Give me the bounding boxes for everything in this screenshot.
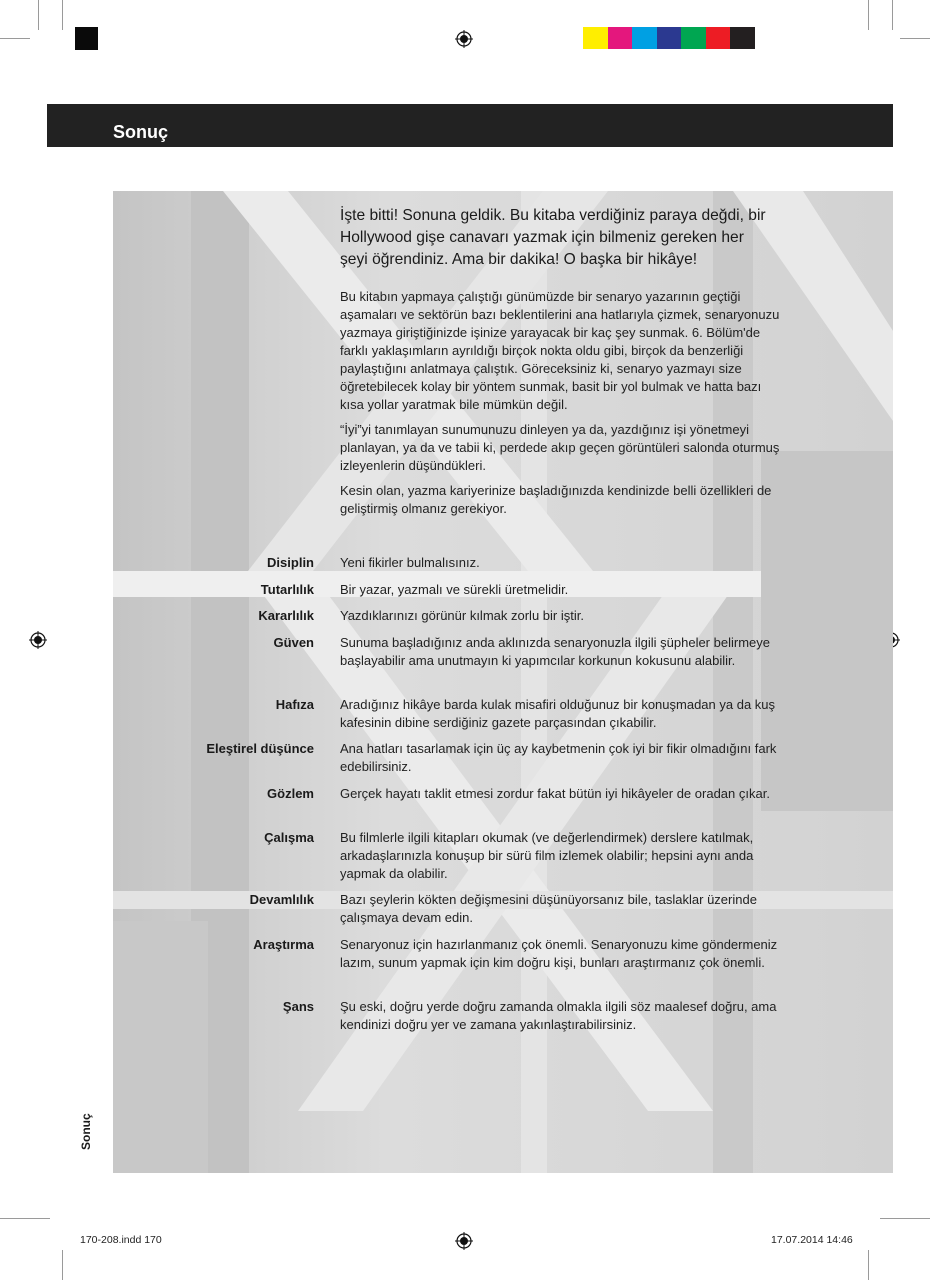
color-swatch — [657, 27, 682, 49]
crop-mark — [880, 1218, 930, 1219]
color-swatch — [706, 27, 731, 49]
crop-mark — [62, 0, 63, 30]
print-color-bar — [583, 27, 755, 49]
trait-term: Araştırma — [253, 937, 314, 952]
trait-text: Yeni fikirler bulmalısınız. — [340, 555, 480, 570]
registration-mark-icon — [455, 30, 473, 48]
color-swatch — [608, 27, 633, 49]
trait-text: Gerçek hayatı taklit etmesi zordur fakat bütün iyi hikâyeler de oradan çıkar. — [340, 786, 770, 801]
trait-term: Eleştirel düşünce — [206, 741, 314, 756]
crop-mark — [900, 38, 930, 39]
trait-term: Güven — [273, 635, 314, 650]
crop-mark — [868, 0, 869, 30]
side-running-head: Sonuç — [79, 1113, 93, 1150]
color-swatch — [632, 27, 657, 49]
color-swatch — [681, 27, 706, 49]
color-swatch — [583, 27, 608, 49]
trait-text: Bir yazar, yazmalı ve sürekli üretmelidir. — [340, 582, 569, 597]
color-swatch — [730, 27, 755, 49]
trait-term: Tutarlılık — [260, 582, 314, 597]
trait-text: Şu eski, doğru yerde doğru zamanda olmakla ilgili söz maalesef doğru, ama kendinizi doğru yer ve zamana yakınlaştırabilirsiniz. — [340, 999, 777, 1032]
trait-term: Şans — [282, 999, 314, 1014]
body-paragraph: Bu kitabın yapmaya çalıştığı günümüzde bir senaryo yazarının geçtiği aşamaları ve sektörün bazı beklentilerini ana hatlarıyla çizmek, senaryonuzu yazmaya giriştiğinizde işinize yarayacak bir kaç şey sunmak. 6. Bölüm'de farklı yaklaşımların ayrıldığı birçok nokta oldu gibi, birçok da benzerliği paylaştığını anlatmaya çalıştık. Göreceksiniz ki, senaryo yazmayı size öğretebilecek kolay bir yöntem sunmak, basit bir yol bulmak ve hatta bazı kısa yollar yaratmak bile mümkün değil. — [340, 289, 780, 412]
footer-timestamp: 17.07.2014 14:46 — [771, 1234, 853, 1246]
registration-mark-icon — [455, 1232, 473, 1250]
header-band — [47, 104, 893, 147]
trait-text: Bu filmlerle ilgili kitapları okumak (ve değerlendirmek) derslere katılmak, arkadaşlarınızla konuşup bir sürü film izlemek olabilir; hepsini aynı anda yapmak da olabilir. — [340, 830, 754, 881]
page-title: Sonuç — [113, 122, 169, 142]
trait-text: Senaryonuz için hazırlanmanız çok önemli. Senaryonuzu kime göndermeniz lazım, sunum yapmak için kim doğru kişi, bunları araştırmanız çok önemli. — [340, 937, 778, 970]
trait-term: Hafıza — [275, 697, 314, 712]
trait-text: Ana hatları tasarlamak için üç ay kaybetmenin çok iyi bir fikir olmadığını fark edebilirsiniz. — [340, 741, 777, 774]
trait-text: Bazı şeylerin kökten değişmesini düşünüyorsanız bile, taslaklar üzerinde çalışmaya devam edin. — [340, 892, 757, 925]
body-paragraph: “İyi”yi tanımlayan sunumunuzu dinleyen ya da, yazdığınız işi yönetmeyi planlayan, ya da ve tabii ki, perdede akıp geçen görüntüleri salonda oturmuş izleyenlerin düşündükleri. — [340, 422, 780, 473]
crop-mark — [38, 0, 39, 30]
body-paragraph: Kesin olan, yazma kariyerinize başladığınızda kendinizde belli özellikleri de geliştirmiş olmanız gerekiyor. — [340, 483, 772, 516]
trait-text: Yazdıklarınızı görünür kılmak zorlu bir iştir. — [340, 608, 584, 623]
crop-mark — [868, 1250, 869, 1280]
trait-term: Çalışma — [264, 830, 314, 845]
crop-mark — [892, 0, 893, 30]
crop-mark — [0, 38, 30, 39]
print-black-square — [75, 27, 98, 50]
trait-text: Sunuma başladığınız anda aklınızda senaryonuzla ilgili şüpheler belirmeye başlayabilir ama unutmayın ki yapımcılar korkunun kokusunu alabilir. — [340, 635, 770, 668]
crop-mark — [0, 1218, 50, 1219]
crop-mark — [62, 1250, 63, 1280]
trait-text: Aradığınız hikâye barda kulak misafiri olduğunuz bir konuşmadan ya da kuş kafesinin dibine serdiğiniz gazete parçasından çıkabilir. — [340, 697, 776, 730]
trait-term: Disiplin — [267, 555, 314, 570]
trait-term: Gözlem — [267, 786, 314, 801]
intro-text: İşte bitti! Sonuna geldik. Bu kitaba verdiğiniz paraya değdi, bir Hollywood gişe canavarı yazmak için bilmeniz gereken her şeyi öğrendiniz. Ama bir dakika! O başka bir hikâye! — [340, 207, 766, 268]
trait-term: Devamlılık — [249, 892, 314, 907]
trait-term: Kararlılık — [258, 608, 314, 623]
footer-file-info: 170-208.indd 170 — [80, 1234, 162, 1246]
